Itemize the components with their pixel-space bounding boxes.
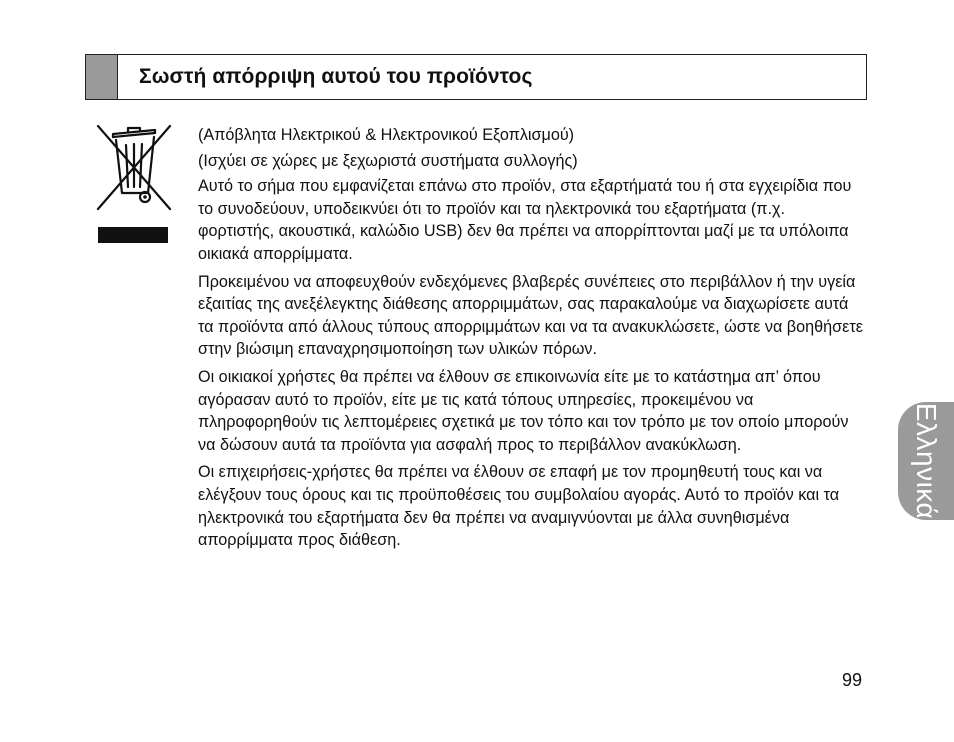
section-header xyxy=(85,54,867,100)
page-number: 99 xyxy=(842,670,863,690)
paragraph-symbol-meaning: Αυτό το σήμα που εμφανίζεται επάνω στο προϊόν, στα εξαρτήματά του ή στα εγχειρίδια που το συνοδεύουν, υποδεικνύει ότι το προϊόν και τα ηλεκτρονικά του εξαρτήματα (π.χ. φορτιστής, ακουστικά, καλώδιο USB) δεν θα πρέπει να απορρίπτονται μαζί με τα υπόλοιπα οικιακά απορρίμματα. xyxy=(198,177,852,263)
text-line-applicability: (Ισχύει σε χώρες με ξεχωριστά συστήματα συλλογής) xyxy=(198,151,578,170)
crossed-out-wheelie-bin-icon xyxy=(95,123,173,215)
weee-underline-bar xyxy=(98,227,168,243)
text-line-waste-type: (Απόβλητα Ηλεκτρικού & Ηλεκτρονικού Εξοπλισμού) xyxy=(198,126,575,144)
language-side-tab xyxy=(898,402,954,520)
paragraph-household-users: Οι οικιακοί χρήστες θα πρέπει να έλθουν σε επικοινωνία είτε με το κατάστημα απ’ όπου αγόρασαν αυτό το προϊόν, είτε με τις κατά τόπους υπηρεσίες, προκειμένου να πληροφορηθούν τις λεπτομέρειες σχετικά με τον τόπο και τον τρόπο με τον οποίο μπορούν να δώσουν αυτά τα προϊόντα για ασφαλή προς το περιβάλλον ανακύκλωση. xyxy=(198,367,849,454)
language-tab-label: Ελληνικά xyxy=(911,402,942,520)
disposal-text xyxy=(198,124,863,557)
header-gray-tab xyxy=(86,55,118,99)
paragraph-business-users: Οι επιχειρήσεις-χρήστες θα πρέπει να έλθουν σε επαφή με τον προμηθευτή τους και να ελέγξουν τους όρους και τις προϋποθέσεις του συμβολαίου αγοράς. Αυτό το προϊόν και τα ηλεκτρονικά του εξαρτήματα δεν θα πρέπει να αναμιγνύονται με άλλα συνηθισμένα απορρίμματα προς διάθεση. xyxy=(198,463,840,550)
paragraph-environment: Προκειμένου να αποφευχθούν ενδεχόμενες βλαβερές συνέπειες στο περιβάλλον ή την υγεία εξαιτίας της ανεξέλεγκτης διάθεσης απορριμμάτων, σας παρακαλούμε να διαχωρίσετε αυτά τα προϊόντα από άλλους τύπους απορριμμάτων και να τα ανακυκλώσετε, ώστε να βοηθήσετε στην βιώσιμη επαναχρησιμοποίηση των υλικών πόρων. xyxy=(198,272,863,359)
section-title: Σωστή απόρριψη αυτού του προϊόντος xyxy=(139,65,533,88)
